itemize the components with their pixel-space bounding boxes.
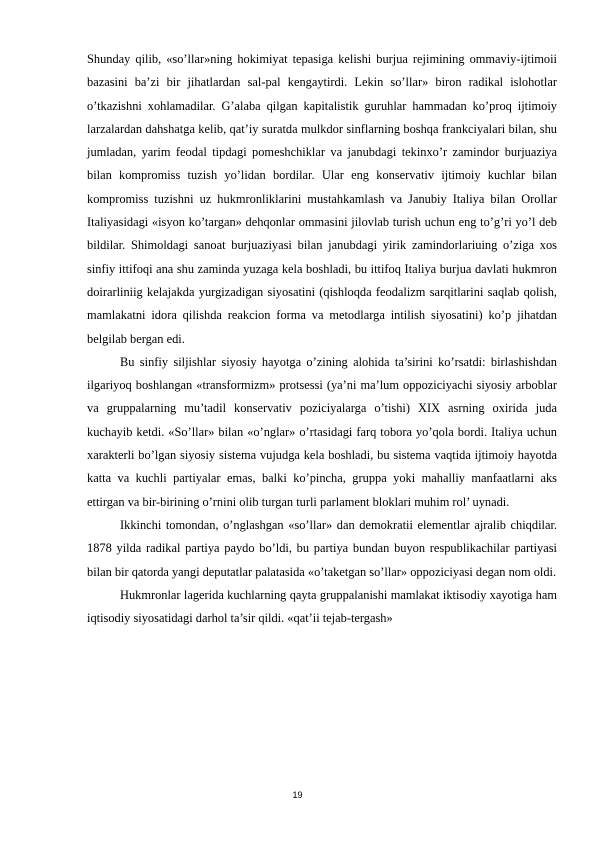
paragraph-3: Ikkinchi tomondan, o’nglashgan «so’llar» dan demokratii elementlar ajralib chiqdilar. 1878 yilda radikal partiya paydo bo’ldi, bu partiya bundan buyon respublikachilar partiyasi bilan bir qatorda yangi deputatlar palatasida «o’taketgan so’llar» oppoziciyasi degan nom oldi. (87, 517, 557, 579)
paragraph-4: Hukmronlar lagerida kuchlarning qayta gruppalanishi mamlakat iktisodiy xayotiga ham iqtisodiy siyosatidagi darhol ta’sir qildi. «qat’ii tejab-tergash» (87, 587, 557, 626)
paragraph-2: Bu sinfiy siljishlar siyosiy hayotga o’zining alohida ta’sirini ko’rsatdi: birlashishdan ilgariyoq boshlangan «transformizm» protsessi (ya’ni ma’lum oppoziciyachi siyosiy arboblar va gruppalarning mu’tadil konservativ poziciyalarga o’tishi) XIX asrning oxirida juda kuchayib ketdi. «So’llar» bilan «o’nglar» o’rtasidagi farq tobora yo’qola bordi. Italiya uchun xarakterli bo’lgan siyosiy sistema vujudga kela boshladi, bu sistema vaqtida ijtimoiy hayotda katta va kuchli partiyalar emas, balki ko’pincha, gruppa yoki mahalliy manfaatlarni aks ettirgan va bir-birining o’rnini olib turgan turli parlament bloklari muhim rol’ uynadi. (87, 354, 557, 509)
paragraph-1: Shunday qilib, «so’llar»ning hokimiyat tepasiga kelishi burjua rejimining ommaviy-ijtimoii bazasini ba’zi bir jihatlardan sal-pal kengaytirdi. Lekin so’llar» biron radikal islohotlar o’tkazishni xohlamadilar. G’alaba qilgan kapitalistik guruhlar hammadan ko’proq ijtimoiy larzalardan dahshatga kelib, qat’iy suratda mulkdor sinflarning boshqa frankciyalari bilan, shu jumladan, yarim feodal tipdagi pomeshchiklar va janubdagi tekinxo’r zamindor burjuaziya bilan kompromiss tuzish yo’lidan bordilar. Ular eng konservativ ijtimoiy kuchlar bilan kompromiss tuzishni uz hukmronliklarini mustahkamlash va Janubiy Italiya bilan Orollar Italiyasidagi «isyon ko’targan» dehqonlar ommasini jilovlab turish uchun eng to’g’ri yo’l deb bildilar. Shimoldagi sanoat burjuaziyasi bilan janubdagi yirik zamindorlariuing o’ziga xos sinfiy ittifoqi ana shu zaminda yuzaga kela boshladi, bu ittifoq Italiya burjua davlati hukmron doirarliniig kelajakda yurgizadigan siyosatini (qishloqda feodalizm sarqitlarini saqlab qolish, mamlakatni idora qilishda reakcion forma va metodlarga intilish siyosatini) ko’p jihatdan belgilab bergan edi. (87, 52, 557, 346)
page-number: 19 (292, 790, 303, 800)
document-page (87, 48, 557, 630)
